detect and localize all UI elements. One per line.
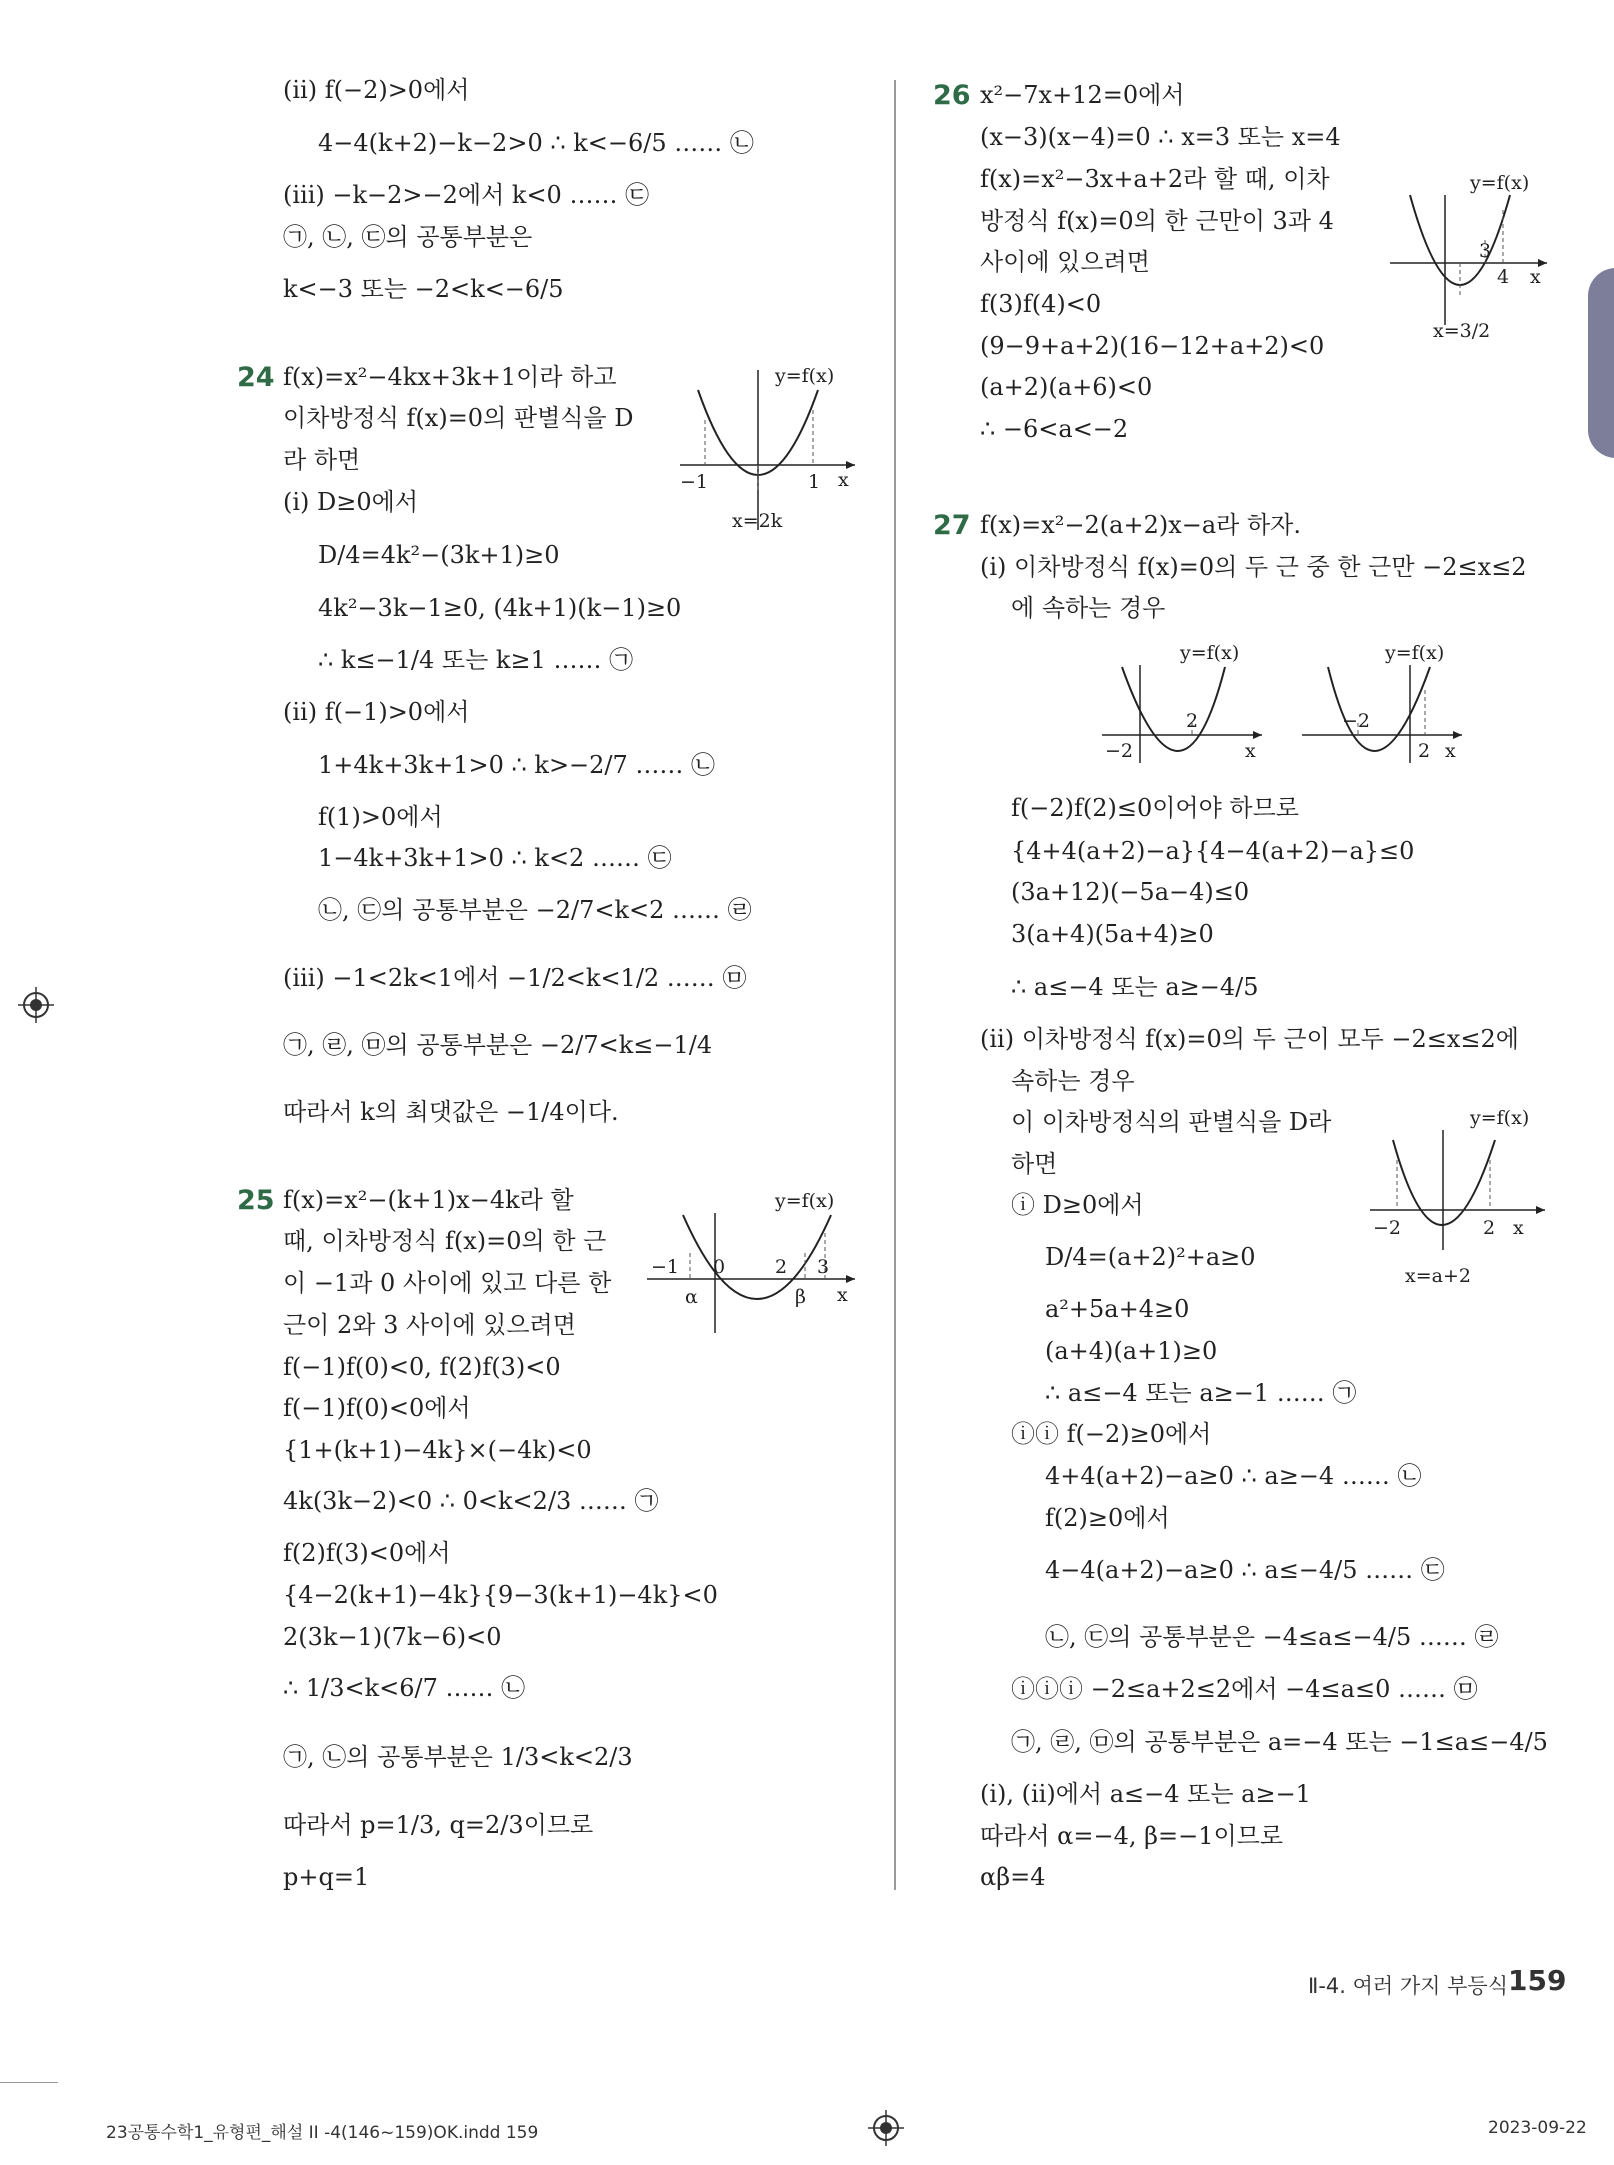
graph-xlabel: x xyxy=(1530,266,1541,288)
p25-line: ∴ 1/3<k<6/7 …… ㉡ xyxy=(283,1674,526,1702)
p26-line: x²−7x+12=0에서 xyxy=(980,81,1185,109)
p25-line: f(x)=x²−(k+1)x−4k라 할 xyxy=(283,1186,574,1214)
p26-line: (x−3)(x−4)=0 ∴ x=3 또는 x=4 xyxy=(980,123,1341,151)
p27-line: ∴ a≤−4 또는 a≥−4/5 xyxy=(1011,973,1259,1001)
graph-problem-25 xyxy=(645,1183,865,1347)
p24-line: 따라서 k의 최댓값은 −1/4이다. xyxy=(283,1098,619,1126)
p27-line: 4+4(a+2)−a≥0 ∴ a≥−4 …… ㉡ xyxy=(1045,1462,1422,1490)
p26-line: 방정식 f(x)=0의 한 근만이 3과 4 xyxy=(980,207,1334,235)
p27-line: (ⅱ) 이차방정식 f(x)=0의 두 근이 모두 −2≤x≤2에 xyxy=(980,1025,1519,1053)
p27-line: ㉠, ㉣, ㉤의 공통부분은 a=−4 또는 −1≤a≤−4/5 xyxy=(1011,1728,1548,1756)
p24-line: (ⅰ) D≥0에서 xyxy=(283,488,419,516)
p27-line: 에 속하는 경우 xyxy=(1011,594,1166,622)
p27-line: f(x)=x²−2(a+2)x−a라 하자. xyxy=(980,511,1301,539)
p27-line: f(2)≥0에서 xyxy=(1045,1504,1170,1532)
p27-line: αβ=4 xyxy=(980,1863,1046,1891)
graph-tick: 2 xyxy=(1418,740,1431,762)
p27-line: (a+4)(a+1)≥0 xyxy=(1045,1337,1218,1365)
p23-line: 4−4(k+2)−k−2>0 ∴ k<−6/5 …… ㉡ xyxy=(318,129,754,157)
graph-vertex-label: x=2k xyxy=(732,510,783,532)
p27-line: (ⅰ) 이차방정식 f(x)=0의 두 근 중 한 근만 −2≤x≤2 xyxy=(980,553,1527,581)
p27-line: f(−2)f(2)≤0이어야 하므로 xyxy=(1011,794,1299,822)
graph-problem-27-i-b xyxy=(1300,635,1470,774)
footer-file-name: 23공통수학1_유형편_해설 II -4(146~159)OK.indd 159 xyxy=(106,2123,539,2143)
graph-root: β xyxy=(795,1286,806,1308)
p26-line: 사이에 있으려면 xyxy=(980,248,1150,276)
p27-line: (ⅰ), (ⅱ)에서 a≤−4 또는 a≥−1 xyxy=(980,1780,1311,1808)
p27-line: {4+4(a+2)−a}{4−4(a+2)−a}≤0 xyxy=(1011,837,1415,865)
graph-ylabel: y=f(x) xyxy=(775,365,835,387)
p27-line: ⓘⓘⓘ −2≤a+2≤2에서 −4≤a≤0 …… ㉤ xyxy=(1011,1675,1478,1703)
p25-line: ㉠, ㉡의 공통부분은 1/3<k<2/3 xyxy=(283,1743,633,1771)
registration-mark-icon xyxy=(868,2110,904,2150)
p25-line: f(−1)f(0)<0에서 xyxy=(283,1394,471,1422)
graph-ylabel: y=f(x) xyxy=(1470,172,1530,194)
p24-line: 이차방정식 f(x)=0의 판별식을 D xyxy=(283,404,634,432)
p26-line: ∴ −6<a<−2 xyxy=(980,415,1129,443)
graph-ylabel: y=f(x) xyxy=(775,1190,835,1212)
p27-line: 3(a+4)(5a+4)≥0 xyxy=(1011,920,1214,948)
p24-line: D/4=4k²−(3k+1)≥0 xyxy=(318,541,560,569)
p25-line: 따라서 p=1/3, q=2/3이므로 xyxy=(283,1811,594,1839)
p27-line: a²+5a+4≥0 xyxy=(1045,1295,1190,1323)
graph-tick: 1 xyxy=(808,471,821,493)
p23-line: (ⅱ) f(−2)>0에서 xyxy=(283,76,470,104)
p24-line: ∴ k≤−1/4 또는 k≥1 …… ㉠ xyxy=(318,646,634,674)
p25-line: 이 −1과 0 사이에 있고 다른 한 xyxy=(283,1269,612,1297)
graph-tick: 0 xyxy=(713,1256,726,1278)
graph-tick: 4 xyxy=(1497,266,1510,288)
graph-tick: 2 xyxy=(775,1256,788,1278)
graph-problem-24 xyxy=(670,360,860,544)
p27-line: ⓘⓘ f(−2)≥0에서 xyxy=(1011,1420,1212,1448)
p23-line: (ⅲ) −k−2>−2에서 k<0 …… ㉢ xyxy=(283,181,650,209)
graph-vertex-label: x=3/2 xyxy=(1433,320,1491,342)
graph-tick: 3 xyxy=(817,1256,830,1278)
p24-line: 1−4k+3k+1>0 ∴ k<2 …… ㉢ xyxy=(318,844,672,872)
problem-number: 27 xyxy=(933,510,971,541)
graph-xlabel: x xyxy=(1513,1217,1524,1239)
chapter-side-tab xyxy=(1588,268,1614,458)
p27-line: ㉡, ㉢의 공통부분은 −4≤a≤−4/5 …… ㉣ xyxy=(1045,1623,1499,1651)
p27-line: 이 이차방정식의 판별식을 D라 xyxy=(1011,1108,1332,1136)
p23-line: k<−3 또는 −2<k<−6/5 xyxy=(283,275,564,303)
p25-line: f(2)f(3)<0에서 xyxy=(283,1539,451,1567)
graph-xlabel: x xyxy=(1245,740,1256,762)
graph-ylabel: y=f(x) xyxy=(1385,642,1445,664)
problem-number: 24 xyxy=(237,362,275,393)
p24-line: 1+4k+3k+1>0 ∴ k>−2/7 …… ㉡ xyxy=(318,751,716,779)
graph-tick: −2 xyxy=(1342,710,1371,732)
graph-ylabel: y=f(x) xyxy=(1180,642,1240,664)
p27-line: ∴ a≤−4 또는 a≥−1 …… ㉠ xyxy=(1045,1379,1357,1407)
graph-problem-27-i-a xyxy=(1100,635,1270,774)
p24-line: 4k²−3k−1≥0, (4k+1)(k−1)≥0 xyxy=(318,594,682,622)
graph-tick: −2 xyxy=(1373,1217,1402,1239)
p27-line: ⓘ D≥0에서 xyxy=(1011,1191,1144,1219)
graph-tick: 2 xyxy=(1186,710,1199,732)
graph-tick: −1 xyxy=(680,471,709,493)
p27-line: (3a+12)(−5a−4)≤0 xyxy=(1011,878,1250,906)
graph-problem-26 xyxy=(1385,165,1555,369)
p26-line: f(x)=x²−3x+a+2라 할 때, 이차 xyxy=(980,165,1330,193)
p25-line: 때, 이차방정식 f(x)=0의 한 근 xyxy=(283,1227,607,1255)
graph-ylabel: y=f(x) xyxy=(1470,1107,1530,1129)
p24-line: 라 하면 xyxy=(283,446,361,474)
p25-line: {4−2(k+1)−4k}{9−3(k+1)−4k}<0 xyxy=(283,1581,718,1609)
graph-xlabel: x xyxy=(837,1284,848,1306)
p25-line: 근이 2와 3 사이에 있으려면 xyxy=(283,1311,576,1339)
registration-mark-icon xyxy=(18,987,54,1027)
p24-line: (ⅱ) f(−1)>0에서 xyxy=(283,698,470,726)
graph-vertex-label: x=a+2 xyxy=(1405,1265,1471,1287)
p25-line: 4k(3k−2)<0 ∴ 0<k<2/3 …… ㉠ xyxy=(283,1487,659,1515)
p26-line: f(3)f(4)<0 xyxy=(980,290,1102,318)
p27-line: 4−4(a+2)−a≥0 ∴ a≤−4/5 …… ㉢ xyxy=(1045,1556,1445,1584)
p25-line: p+q=1 xyxy=(283,1863,370,1891)
graph-tick: −2 xyxy=(1105,740,1134,762)
p27-line: 하면 xyxy=(1011,1150,1058,1178)
p26-line: (a+2)(a+6)<0 xyxy=(980,373,1153,401)
problem-number: 25 xyxy=(237,1185,275,1216)
p23-line: ㉠, ㉡, ㉢의 공통부분은 xyxy=(283,223,533,251)
p24-line: (ⅲ) −1<2k<1에서 −1/2<k<1/2 …… ㉤ xyxy=(283,964,747,992)
p26-line: (9−9+a+2)(16−12+a+2)<0 xyxy=(980,332,1325,360)
footer-rule xyxy=(0,2082,58,2083)
chapter-label: Ⅱ-4. 여러 가지 부등식 xyxy=(1308,1974,1508,1998)
graph-root: α xyxy=(685,1286,698,1308)
p27-line: 속하는 경우 xyxy=(1011,1067,1135,1095)
p25-line: 2(3k−1)(7k−6)<0 xyxy=(283,1623,502,1651)
page-number: 159 xyxy=(1508,1964,1567,1997)
p27-line: D/4=(a+2)²+a≥0 xyxy=(1045,1243,1256,1271)
p25-line: {1+(k+1)−4k}×(−4k)<0 xyxy=(283,1436,592,1464)
p24-line: ㉡, ㉢의 공통부분은 −2/7<k<2 …… ㉣ xyxy=(318,896,752,924)
p25-line: f(−1)f(0)<0, f(2)f(3)<0 xyxy=(283,1353,561,1381)
problem-number: 26 xyxy=(933,80,971,111)
footer-date: 2023-09-22 xyxy=(1488,2118,1587,2138)
graph-xlabel: x xyxy=(838,469,849,491)
graph-tick: 3 xyxy=(1479,240,1492,262)
column-divider xyxy=(894,80,896,1890)
p27-line: 따라서 α=−4, β=−1이므로 xyxy=(980,1822,1284,1850)
graph-tick: −1 xyxy=(651,1256,680,1278)
graph-xlabel: x xyxy=(1445,740,1456,762)
p24-line: f(x)=x²−4kx+3k+1이라 하고 xyxy=(283,363,617,391)
graph-problem-27-ii xyxy=(1365,1100,1555,1294)
graph-tick: 2 xyxy=(1483,1217,1496,1239)
p24-line: f(1)>0에서 xyxy=(318,803,443,831)
p24-line: ㉠, ㉣, ㉤의 공통부분은 −2/7<k≤−1/4 xyxy=(283,1031,713,1059)
